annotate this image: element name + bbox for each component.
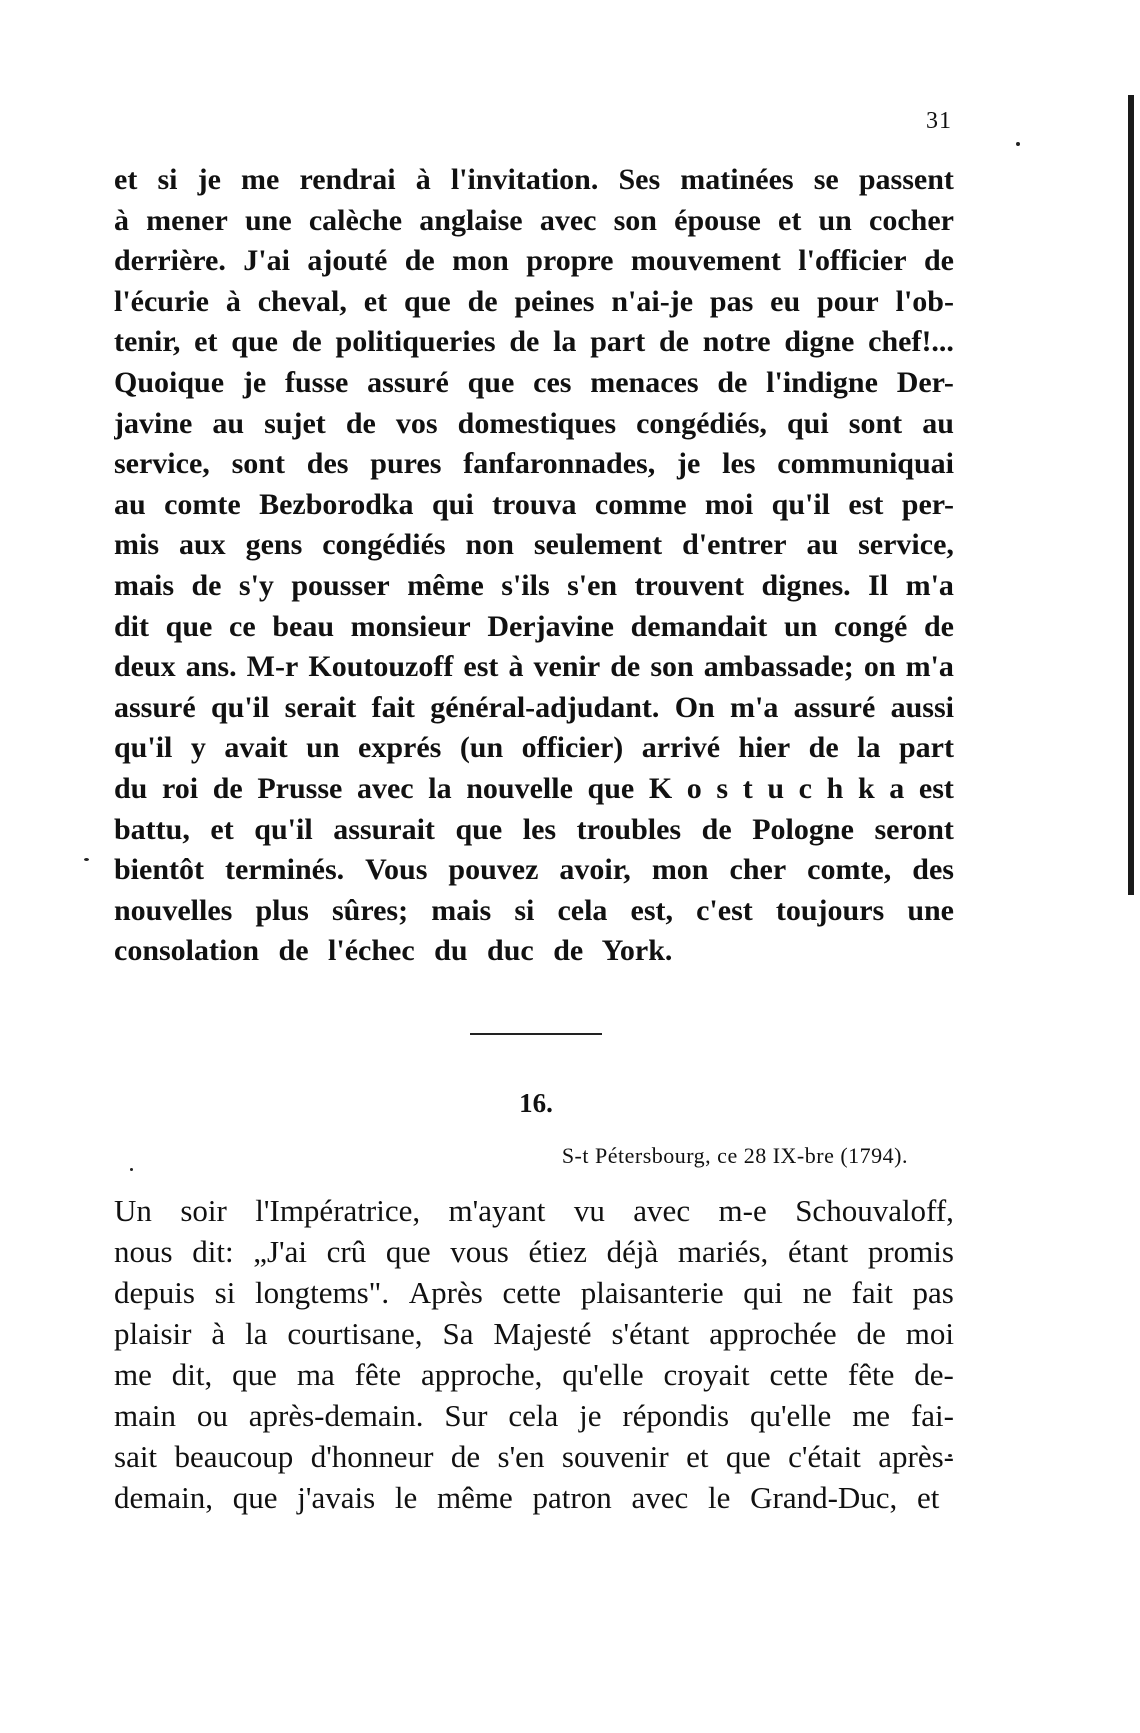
text-line: mais de s'y pousser même s'ils s'en trouvent dignes. Il m'a — [114, 568, 954, 602]
text-line: plaisir à la courtisane, Sa Majesté s'étant approchée de moi — [114, 1316, 954, 1351]
text-line: et si je me rendrai à l'invitation. Ses matinées se passent — [114, 163, 954, 196]
text-line: bientôt terminés. Vous pouvez avoir, mon cher comte, des — [114, 853, 954, 887]
text-line: nouvelles plus sûres; mais si cela est, c'est toujours une — [114, 893, 954, 927]
ink-speck — [130, 1168, 133, 1171]
text-line: au comte Bezborodka qui trouva comme moi qu'il est per- — [114, 487, 954, 521]
text-line: main ou après-demain. Sur cela je répondis qu'elle me fai- — [114, 1398, 954, 1433]
text-line: deux ans. M-r Koutouzoff est à venir de son ambassade; on m'a — [114, 650, 954, 684]
ink-speck — [84, 858, 89, 861]
text-line: sait beaucoup d'honneur de s'en souvenir et que c'était après- — [114, 1439, 954, 1474]
ink-speck — [1016, 142, 1020, 146]
text-line: à mener une calèche anglaise avec son épouse et un cocher — [114, 203, 954, 237]
text-line: dit que ce beau monsieur Derjavine demandait un congé de — [114, 609, 954, 643]
text-line: consolation de l'échec du duc de York. — [114, 934, 673, 968]
text-line: qu'il y avait un exprés (un officier) arrivé hier de la part — [114, 731, 954, 765]
text-line: me dit, que ma fête approche, qu'elle croyait cette fête de- — [114, 1357, 954, 1392]
text-line: service, sont des pures fanfaronnades, je les communiquai — [114, 447, 954, 481]
page-number: 31 — [926, 108, 952, 134]
letter-dateline: S-t Pétersbourg, ce 28 IX-bre (1794). — [561, 1143, 908, 1168]
text-line: l'écurie à cheval, et que de peines n'ai-je pas eu pour l'ob- — [114, 284, 954, 318]
text-line: javine au sujet de vos domestiques congédiés, qui sont au — [114, 406, 954, 440]
text-line: tenir, et que de politiqueries de la part de notre digne chef!... — [114, 325, 954, 359]
section-separator — [470, 1033, 602, 1035]
page-edge-shadow — [1128, 95, 1134, 895]
text-line: derrière. J'ai ajouté de mon propre mouvement l'officier de — [114, 244, 954, 278]
text-line: nous dit: „J'ai crû que vous étiez déjà mariés, étant promis — [114, 1234, 954, 1269]
text-line: battu, et qu'il assurait que les troubles de Pologne seront — [114, 812, 954, 846]
text-line: Un soir l'Impératrice, m'ayant vu avec m-e Schouvaloff, — [114, 1193, 954, 1228]
text-line: Quoique je fusse assuré que ces menaces de l'indigne Der- — [114, 365, 954, 399]
text-line: assuré qu'il serait fait général-adjudant. On m'a assuré aussi — [114, 690, 954, 724]
text-line: depuis si longtems". Après cette plaisanterie qui ne fait pas — [114, 1275, 954, 1310]
text-line: demain, que j'avais le même patron avec le Grand-Duc, et — [114, 1480, 940, 1515]
text-line: du roi de Prusse avec la nouvelle que K o s t u c h k a est — [114, 771, 954, 805]
letter-number: 16. — [519, 1088, 553, 1118]
text-line: mis aux gens congédiés non seulement d'entrer au service, — [114, 528, 954, 562]
letter-16-body — [114, 1190, 954, 1518]
letter-15-continuation — [114, 160, 954, 972]
